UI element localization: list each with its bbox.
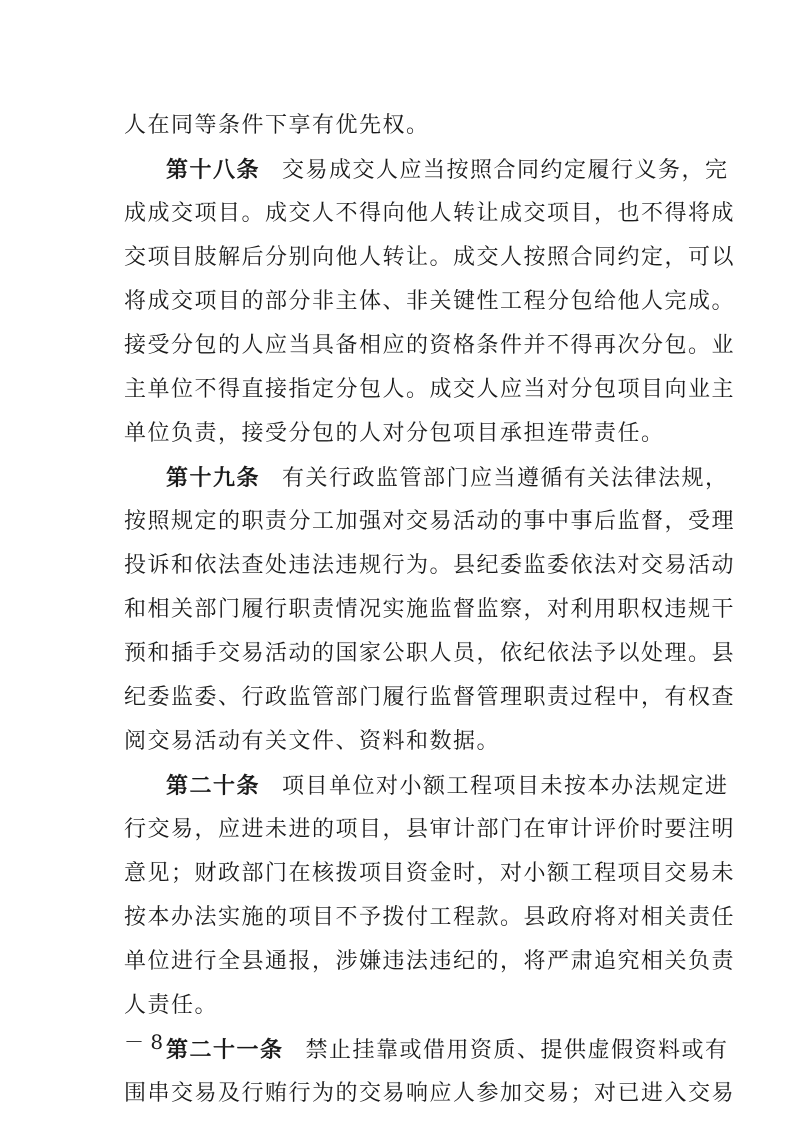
text-line: 按照规定的职责分工加强对交易活动的事中事后监督，受理 [124,509,736,534]
text-line: 行交易，应进未进的项目，县审计部门在审计评价时要注明 [124,817,736,842]
article-20-first-line: 第二十条 项目单位对小额工程项目未按本办法规定进 [166,773,729,799]
article-18-first-line: 第十八条 交易成交人应当按照合同约定履行义务，完 [166,157,729,183]
text-line: 投诉和依法查处违法违规行为。县纪委监委依法对交易活动 [124,553,736,578]
text-line: 接受分包的人应当具备相应的资格条件并不得再次分包。业 [124,333,736,358]
article-heading: 第十九条 [166,465,261,491]
article-heading: 第二十条 [166,773,261,799]
text-line: 围串交易及行贿行为的交易响应人参加交易；对已进入交易 [124,1081,736,1106]
article-heading: 第十八条 [166,157,261,183]
text-line: 和相关部门履行职责情况实施监督监察，对利用职权违规干 [124,597,736,622]
page-number: － 8 － [124,1030,190,1054]
article-21-first-line: 第二十一条 禁止挂靠或借用资质、提供虚假资料或有 [166,1037,729,1063]
text-line: 预和插手交易活动的国家公职人员，依纪依法予以处理。县 [124,641,736,666]
text-line: 按本办法实施的项目不予拨付工程款。县政府将对相关责任 [124,905,736,930]
text-line: 单位负责，接受分包的人对分包项目承担连带责任。 [124,421,665,446]
text-line: 主单位不得直接指定分包人。成交人应当对分包项目向业主 [124,377,736,402]
text-line: 成成交项目。成交人不得向他人转让成交项目，也不得将成 [124,201,736,226]
text-line: 人在同等条件下享有优先权。 [124,113,430,138]
text-line: 纪委监委、行政监管部门履行监督管理职责过程中，有权查 [124,685,736,710]
text-line: 意见；财政部门在核拨项目资金时，对小额工程项目交易未 [124,861,736,886]
text-line: 人责任。 [124,993,219,1018]
text-line: 将成交项目的部分非主体、非关键性工程分包给他人完成。 [124,289,736,314]
article-heading: 第二十一条 [166,1037,284,1063]
text-line: 交项目肢解后分别向他人转让。成交人按照合同约定，可以 [124,245,736,270]
article-19-first-line: 第十九条 有关行政监管部门应当遵循有关法律法规， [166,465,729,491]
text-line: 阅交易活动有关文件、资料和数据。 [124,729,501,754]
text-line: 单位进行全县通报，涉嫌违法违纪的，将严肃追究相关负责 [124,949,736,974]
